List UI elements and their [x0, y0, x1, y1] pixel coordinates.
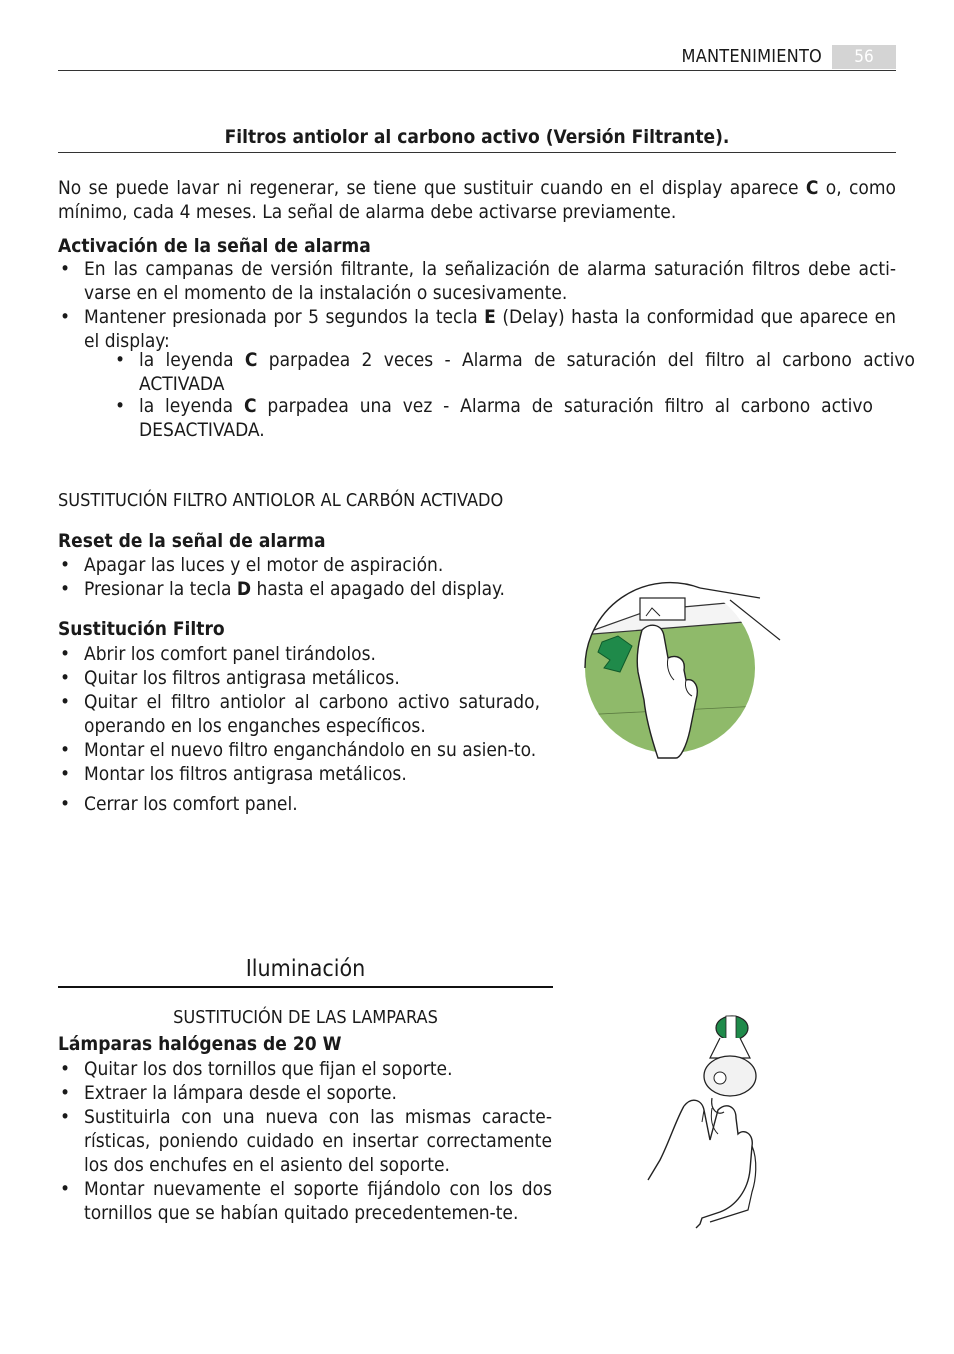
- page-number-badge: 56: [832, 45, 896, 69]
- list-item: • la leyenda C parpadea una vez - Alarma de saturación filtro al carbono activo DESACTIVADA.: [113, 394, 873, 442]
- list-item: • Extraer la lámpara desde el soporte.: [58, 1081, 552, 1105]
- reset-title: Reset de la señal de alarma: [58, 530, 326, 552]
- list-item: • la leyenda C parpadea 2 veces - Alarma de saturación del filtro al carbono activo ACTIVADA: [113, 348, 915, 396]
- list-item: • Quitar los dos tornillos que fijan el soporte.: [58, 1057, 552, 1081]
- list-item: • Montar los filtros antigrasa metálicos.: [58, 762, 540, 786]
- list-item: • Sustituirla con una nueva con las mismas caracte-rísticas, poniendo cuidado en insertar correctamente los dos enchufes en el asiento del soporte.: [58, 1105, 552, 1177]
- list-item: • Montar nuevamente el soporte fijándolo con los dos tornillos que se habían quitado precedentemen-te.: [58, 1177, 552, 1225]
- lamps-heading: SUSTITUCIÓN DE LAS LAMPARAS: [173, 1007, 438, 1028]
- list-item: • Cerrar los comfort panel.: [58, 792, 540, 816]
- replacement-heading: SUSTITUCIÓN FILTRO ANTIOLOR AL CARBÓN ACTIVADO: [58, 490, 504, 511]
- activation-list: [58, 257, 896, 353]
- list-item: • En las campanas de versión filtrante, la señalización de alarma saturación filtros debe acti-varse en el momento de la instalación o sucesivamente.: [58, 257, 896, 305]
- lamp-steps-list: [58, 1057, 552, 1225]
- lamps-title: Lámparas halógenas de 20 W: [58, 1033, 342, 1055]
- list-item: • Quitar los filtros antigrasa metálicos.: [58, 666, 540, 690]
- activation-sublist-2: [113, 394, 873, 442]
- list-item: • Apagar las luces y el motor de aspiración.: [58, 553, 538, 577]
- filter-replacement-illustration: [580, 580, 790, 760]
- filter-title: Sustitución Filtro: [58, 618, 225, 640]
- reset-list: [58, 553, 538, 601]
- filters-title-rule: [58, 152, 896, 153]
- list-item: • Mantener presionada por 5 segundos la tecla E (Delay) hasta la conformidad que aparece en el display:: [58, 305, 896, 353]
- header-rule: [58, 70, 896, 71]
- list-item: • Abrir los comfort panel tirándolos.: [58, 642, 540, 666]
- lamp-replacement-illustration: [640, 1010, 770, 1230]
- activation-title: Activación de la señal de alarma: [58, 235, 371, 257]
- list-item: • Montar el nuevo filtro enganchándolo en su asien-to.: [58, 738, 540, 762]
- list-item: • Quitar el filtro antiolor al carbono activo saturado, operando en los enganches específicos.: [58, 690, 540, 738]
- list-item: • Presionar la tecla D hasta el apagado del display.: [58, 577, 538, 601]
- activation-sublist: [113, 348, 915, 396]
- section-label: MANTENIMIENTO: [681, 46, 822, 67]
- filters-title: Filtros antiolor al carbono activo (Versión Filtrante).: [224, 126, 730, 148]
- filters-intro: No se puede lavar ni regenerar, se tiene que sustituir cuando en el display aparece C o, como mínimo, cada 4 meses. La señal de alarma debe activarse previamente.: [58, 177, 896, 223]
- filter-steps-list: [58, 642, 540, 816]
- lighting-title-rule: [58, 986, 553, 988]
- lighting-title: Iluminación: [245, 956, 366, 982]
